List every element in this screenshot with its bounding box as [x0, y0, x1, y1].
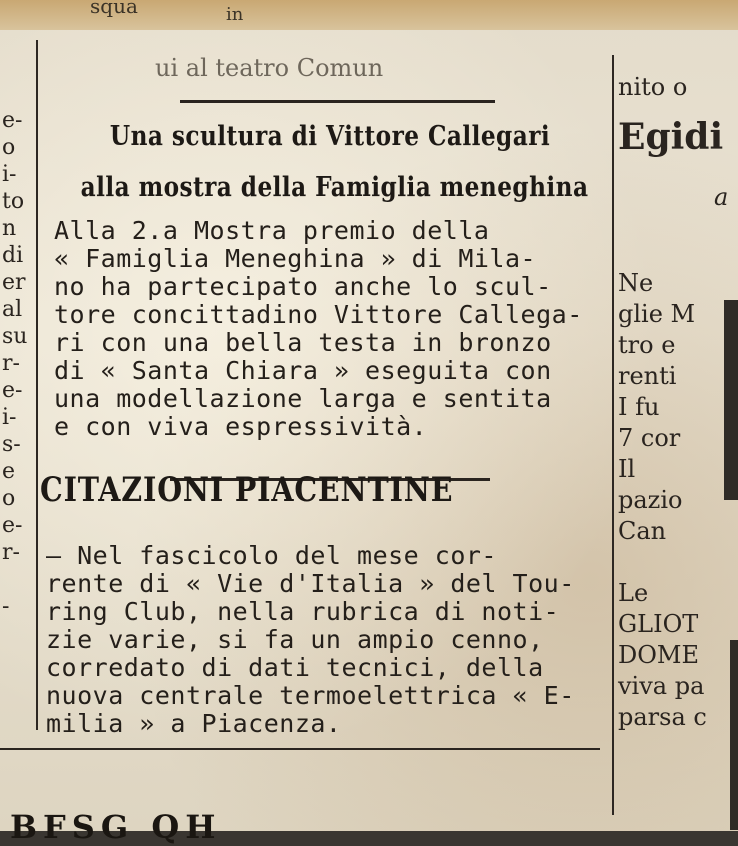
left-column-line: er: [2, 270, 26, 295]
left-column-line: i-: [2, 405, 17, 430]
right-partial-column: [614, 60, 738, 820]
left-column-line: n: [2, 216, 17, 241]
left-column-line: s-: [2, 432, 21, 457]
article1-body-line: Alla 2.a Mostra premio della: [54, 216, 490, 245]
right-column-line: parsa c: [618, 703, 707, 731]
left-column-line: e-: [2, 378, 23, 403]
right-column-line: tro e: [618, 331, 676, 359]
right-line-top: nito o: [618, 73, 688, 101]
article2-body-line: milia » a Piacenza.: [46, 709, 342, 738]
left-column-line: e-: [2, 513, 23, 538]
right-column-line: renti: [618, 362, 677, 390]
main-column: [40, 28, 620, 788]
left-column-line: i-: [2, 162, 17, 187]
left-column-line: e-: [2, 108, 23, 133]
top-fragment-right: in: [226, 4, 244, 25]
right-column-line: Can: [618, 517, 667, 545]
right-column-line: Ne: [618, 269, 654, 297]
right-column-line: Le: [618, 579, 649, 607]
right-column-line: Il: [618, 455, 636, 483]
article1-headline-line1: Una scultura di Vittore Callegari: [109, 121, 551, 152]
right-column-line: DOME: [618, 641, 700, 669]
bottom-fragment: BFSG QH: [10, 808, 222, 846]
article1-headline-line2: alla mostra della Famiglia meneghina: [80, 172, 589, 203]
article2-body-line: rente di « Vie d'Italia » del Tou-: [46, 569, 575, 598]
headline-top-rule: [180, 100, 495, 103]
bottom-rule: [0, 748, 600, 750]
right-column-line: pazio: [618, 486, 683, 514]
right-italic: a: [714, 183, 729, 211]
article1-body-line: no ha partecipato anche lo scul-: [54, 272, 552, 301]
torn-edge-lower: [730, 640, 738, 830]
article1-body-line: tore concittadino Vittore Callega-: [54, 300, 583, 329]
right-column-line: GLIOT: [618, 610, 699, 638]
left-column-rule: [36, 40, 38, 730]
article2-title: CITAZIONI PIACENTINE: [40, 470, 454, 510]
right-column-line: I fu: [618, 393, 660, 421]
left-column-line: r-: [2, 351, 20, 376]
article1-body-line: ri con una bella testa in bronzo: [54, 328, 552, 357]
article2-body-line: zie varie, si fa un ampio cenno,: [46, 625, 544, 654]
article1-body-line: « Famiglia Meneghina » di Mila-: [54, 244, 537, 273]
article1-body-line: e con viva espressività.: [54, 412, 428, 441]
right-column-line: 7 cor: [618, 424, 681, 452]
article2-body-line: ring Club, nella rubrica di noti-: [46, 597, 560, 626]
left-column-line: -: [2, 594, 10, 619]
left-partial-column: [0, 40, 34, 720]
left-column-line: o: [2, 486, 16, 511]
torn-edge: [724, 300, 738, 500]
article1-body-line: di « Santa Chiara » eseguita con: [54, 356, 552, 385]
left-column-line: r-: [2, 540, 20, 565]
right-headline: Egidi: [618, 116, 724, 158]
right-column-line: glie M: [618, 300, 696, 328]
left-column-line: al: [2, 297, 23, 322]
article2-body-line: nuova centrale termoelettrica « E-: [46, 681, 575, 710]
left-column-line: e: [2, 459, 16, 484]
left-column-line: to: [2, 189, 25, 214]
article1-body-line: una modellazione larga e sentita: [54, 384, 552, 413]
article2-body-line: corredato di dati tecnici, della: [46, 653, 544, 682]
left-column-line: di: [2, 243, 24, 268]
left-column-line: su: [2, 324, 28, 349]
top-fragment-left: squa: [90, 0, 138, 18]
article2-body-line: — Nel fascicolo del mese cor-: [46, 541, 497, 570]
right-column-line: viva pa: [618, 672, 705, 700]
left-column-line: o: [2, 135, 16, 160]
top-clipping-strip: [0, 0, 738, 30]
overflow-line: ui al teatro Comun: [155, 54, 384, 82]
